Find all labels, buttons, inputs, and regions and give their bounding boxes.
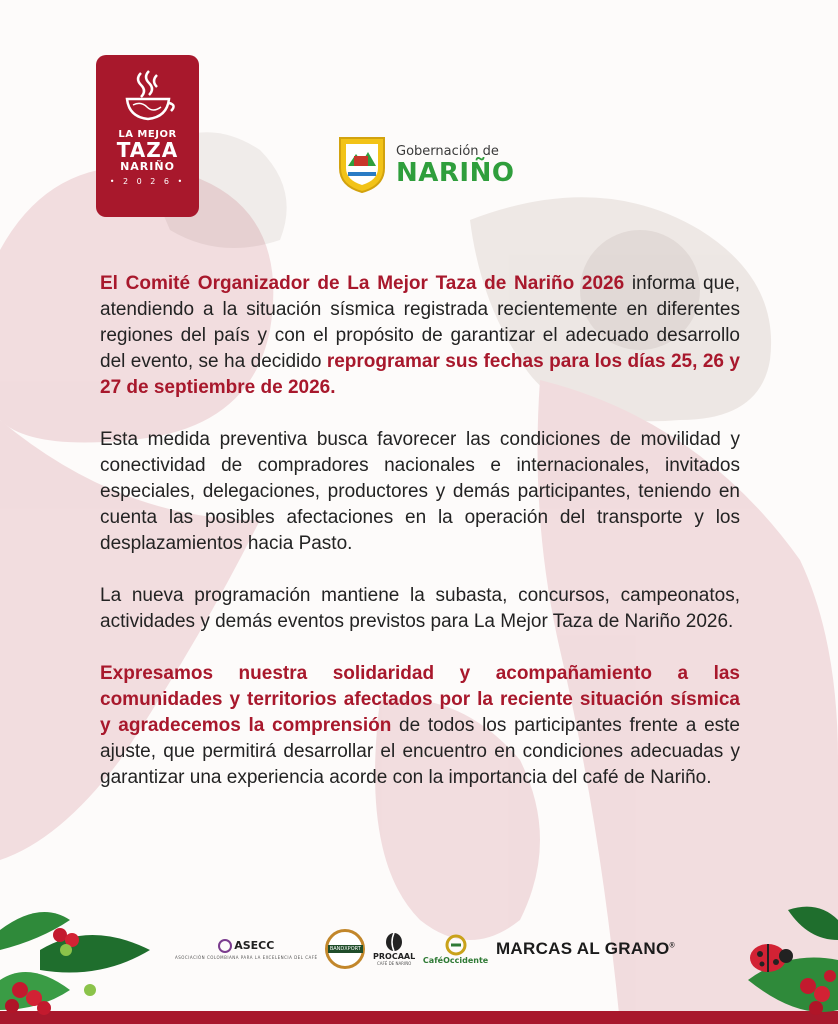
paragraph-2: Esta medida preventiva busca favorecer las condiciones de movilidad y conectividad de compradores nacionales e internacionales, invitados especiales, delegaciones, productores y demás participantes, teniendo en cuenta las posibles afectaciones en la operación del transporte y los desplazamientos hacia Pasto. xyxy=(100,429,740,554)
asecc-sub: ASOCIACIÓN COLOMBIANA PARA LA EXCELENCIA DEL CAFÉ xyxy=(175,954,318,960)
logo-line-1: LA MEJOR xyxy=(118,129,177,140)
sponsor-procaal xyxy=(373,932,415,966)
paragraph-3: La nueva programación mantiene la subasta, concursos, campeonatos, actividades y demás eventos previstos para La Mejor Taza de Nariño 2026. xyxy=(100,585,740,632)
coffee-bean-icon xyxy=(383,932,405,952)
la-mejor-taza-logo xyxy=(96,55,199,217)
paragraph-1-text: informa que, atendiendo a la situación sísmica registrada recientemente en diferentes regiones del país y con el propósito de garantizar el adecuado desarrollo del evento, se ha decidido xyxy=(100,273,740,372)
logo-year: • 2 0 2 6 • xyxy=(109,177,186,186)
procaal-sub: CAFÉ DE NARIÑO xyxy=(376,961,412,966)
solidarity-highlight: Expresamos nuestra solidaridad y acompañamiento a las comunidades y territorios afectados por la reciente situación sísmica y agradecemos la comprensión xyxy=(100,663,740,736)
coat-of-arms-icon xyxy=(336,134,388,196)
announcement-body xyxy=(100,271,740,817)
procaal-label: PROCAAL xyxy=(373,952,416,961)
coffee-cup-icon xyxy=(117,65,179,127)
logo-line-2: TAZA xyxy=(116,138,179,162)
asecc-icon xyxy=(218,939,232,953)
cafeoccidente-label: CaféOccidente xyxy=(422,955,489,965)
sponsors-row xyxy=(175,926,675,972)
logo-line-3: NARIÑO xyxy=(120,160,175,173)
asecc-label: ASECC xyxy=(234,939,275,952)
paragraph-4 xyxy=(100,661,740,791)
coffee-plant-right-illustration xyxy=(708,900,838,1024)
bandexport-label: BANDXPORT xyxy=(329,946,361,952)
gobernacion-logo xyxy=(336,134,514,196)
gobernacion-label: Gobernación de xyxy=(396,143,499,159)
dates-highlight: reprogramar sus fechas para los días 25, 26 y 27 de septiembre de 2026. xyxy=(100,351,740,398)
sponsor-marcas-al-grano xyxy=(496,939,675,959)
coffee-plant-left-illustration xyxy=(0,890,160,1024)
paragraph-4-text: de todos los participantes frente a este ajuste, que permitirá desarrollar el encuentro en condiciones adecuadas y garantizar una experiencia acorde con la importancia del café de Nariño. xyxy=(100,715,740,788)
registered-mark: ® xyxy=(669,942,675,950)
sponsor-asecc xyxy=(175,939,318,960)
sponsor-cafeoccidente xyxy=(423,934,488,965)
paragraph-1 xyxy=(100,271,740,401)
cafeoccidente-icon xyxy=(445,934,467,956)
organizer-highlight: El Comité Organizador de La Mejor Taza de Nariño 2026 xyxy=(100,273,625,294)
marcas-label: MARCAS AL GRANO xyxy=(495,939,670,958)
narino-label: NARIÑO xyxy=(396,157,515,188)
sponsor-bandexport xyxy=(325,929,365,969)
